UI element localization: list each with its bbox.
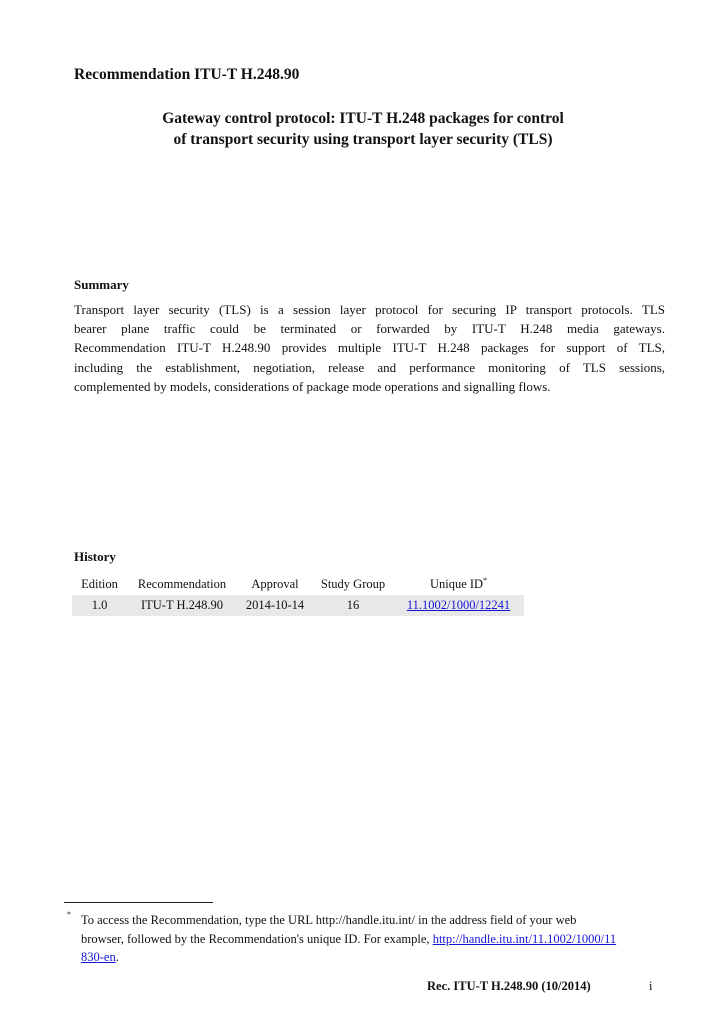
unique-id-footnote-mark: * bbox=[483, 575, 488, 585]
history-table bbox=[72, 573, 524, 616]
column-header-study-group: Study Group bbox=[320, 576, 386, 591]
cell-recommendation: ITU-T H.248.90 bbox=[127, 595, 237, 616]
cell-unique-id bbox=[393, 595, 524, 616]
footnote-line-3-tail: . bbox=[115, 950, 119, 965]
summary-line: bearer plane traffic could be terminated or forwarded by ITU-T H.248 media gateways. bbox=[74, 321, 665, 337]
column-header-edition: Edition bbox=[81, 576, 118, 591]
page-number: i bbox=[649, 979, 653, 993]
summary-line: complemented by models, considerations of package mode operations and signalling flows. bbox=[74, 378, 551, 394]
column-header-unique-id bbox=[393, 573, 524, 595]
summary-heading: Summary bbox=[74, 277, 129, 292]
cell-edition: 1.0 bbox=[72, 595, 127, 616]
cell-study-group: 16 bbox=[313, 595, 393, 616]
unique-id-link[interactable]: 11.1002/1000/12241 bbox=[406, 598, 511, 612]
history-heading: History bbox=[74, 549, 116, 564]
history-header-row bbox=[72, 573, 524, 595]
recommendation-title: Recommendation ITU-T H.248.90 bbox=[74, 66, 300, 83]
summary-paragraph bbox=[74, 300, 665, 396]
footnote-text bbox=[81, 911, 659, 967]
footnote-separator bbox=[64, 902, 213, 903]
summary-line: including the establishment, negotiation, release and performance monitoring of TLS sessions, bbox=[74, 359, 665, 375]
main-title-line-1: Gateway control protocol: ITU-T H.248 packages for control bbox=[162, 110, 564, 127]
footnote-line-2 bbox=[81, 930, 659, 949]
footnote-line-2-text: browser, followed by the Recommendation's unique ID. For example, bbox=[81, 931, 433, 946]
footer-recommendation-label: Rec. ITU-T H.248.90 (10/2014) bbox=[427, 979, 591, 993]
summary-line: Transport layer security (TLS) is a session layer protocol for securing IP transport protocols. TLS bbox=[74, 302, 665, 317]
summary-line: Recommendation ITU-T H.248.90 provides multiple ITU-T H.248 packages for support of TLS, bbox=[74, 340, 665, 356]
table-row bbox=[72, 595, 524, 616]
example-link-part-1[interactable]: http://handle.itu.int/11.1002/1000/11 bbox=[432, 931, 617, 946]
unique-id-header-label: Unique ID bbox=[429, 576, 484, 591]
document-main-title bbox=[74, 108, 652, 150]
main-title-line-2: of transport security using transport layer security (TLS) bbox=[173, 131, 553, 148]
footnote-mark: * bbox=[67, 910, 71, 919]
footnote-line-1: To access the Recommendation, type the URL http://handle.itu.int/ in the address field of your web bbox=[81, 913, 577, 927]
footnote-line-3 bbox=[81, 948, 659, 967]
cell-approval: 2014-10-14 bbox=[237, 595, 313, 616]
example-link-part-2[interactable]: 830-en bbox=[81, 950, 116, 965]
column-header-recommendation: Recommendation bbox=[137, 576, 227, 591]
column-header-approval: Approval bbox=[251, 576, 299, 591]
